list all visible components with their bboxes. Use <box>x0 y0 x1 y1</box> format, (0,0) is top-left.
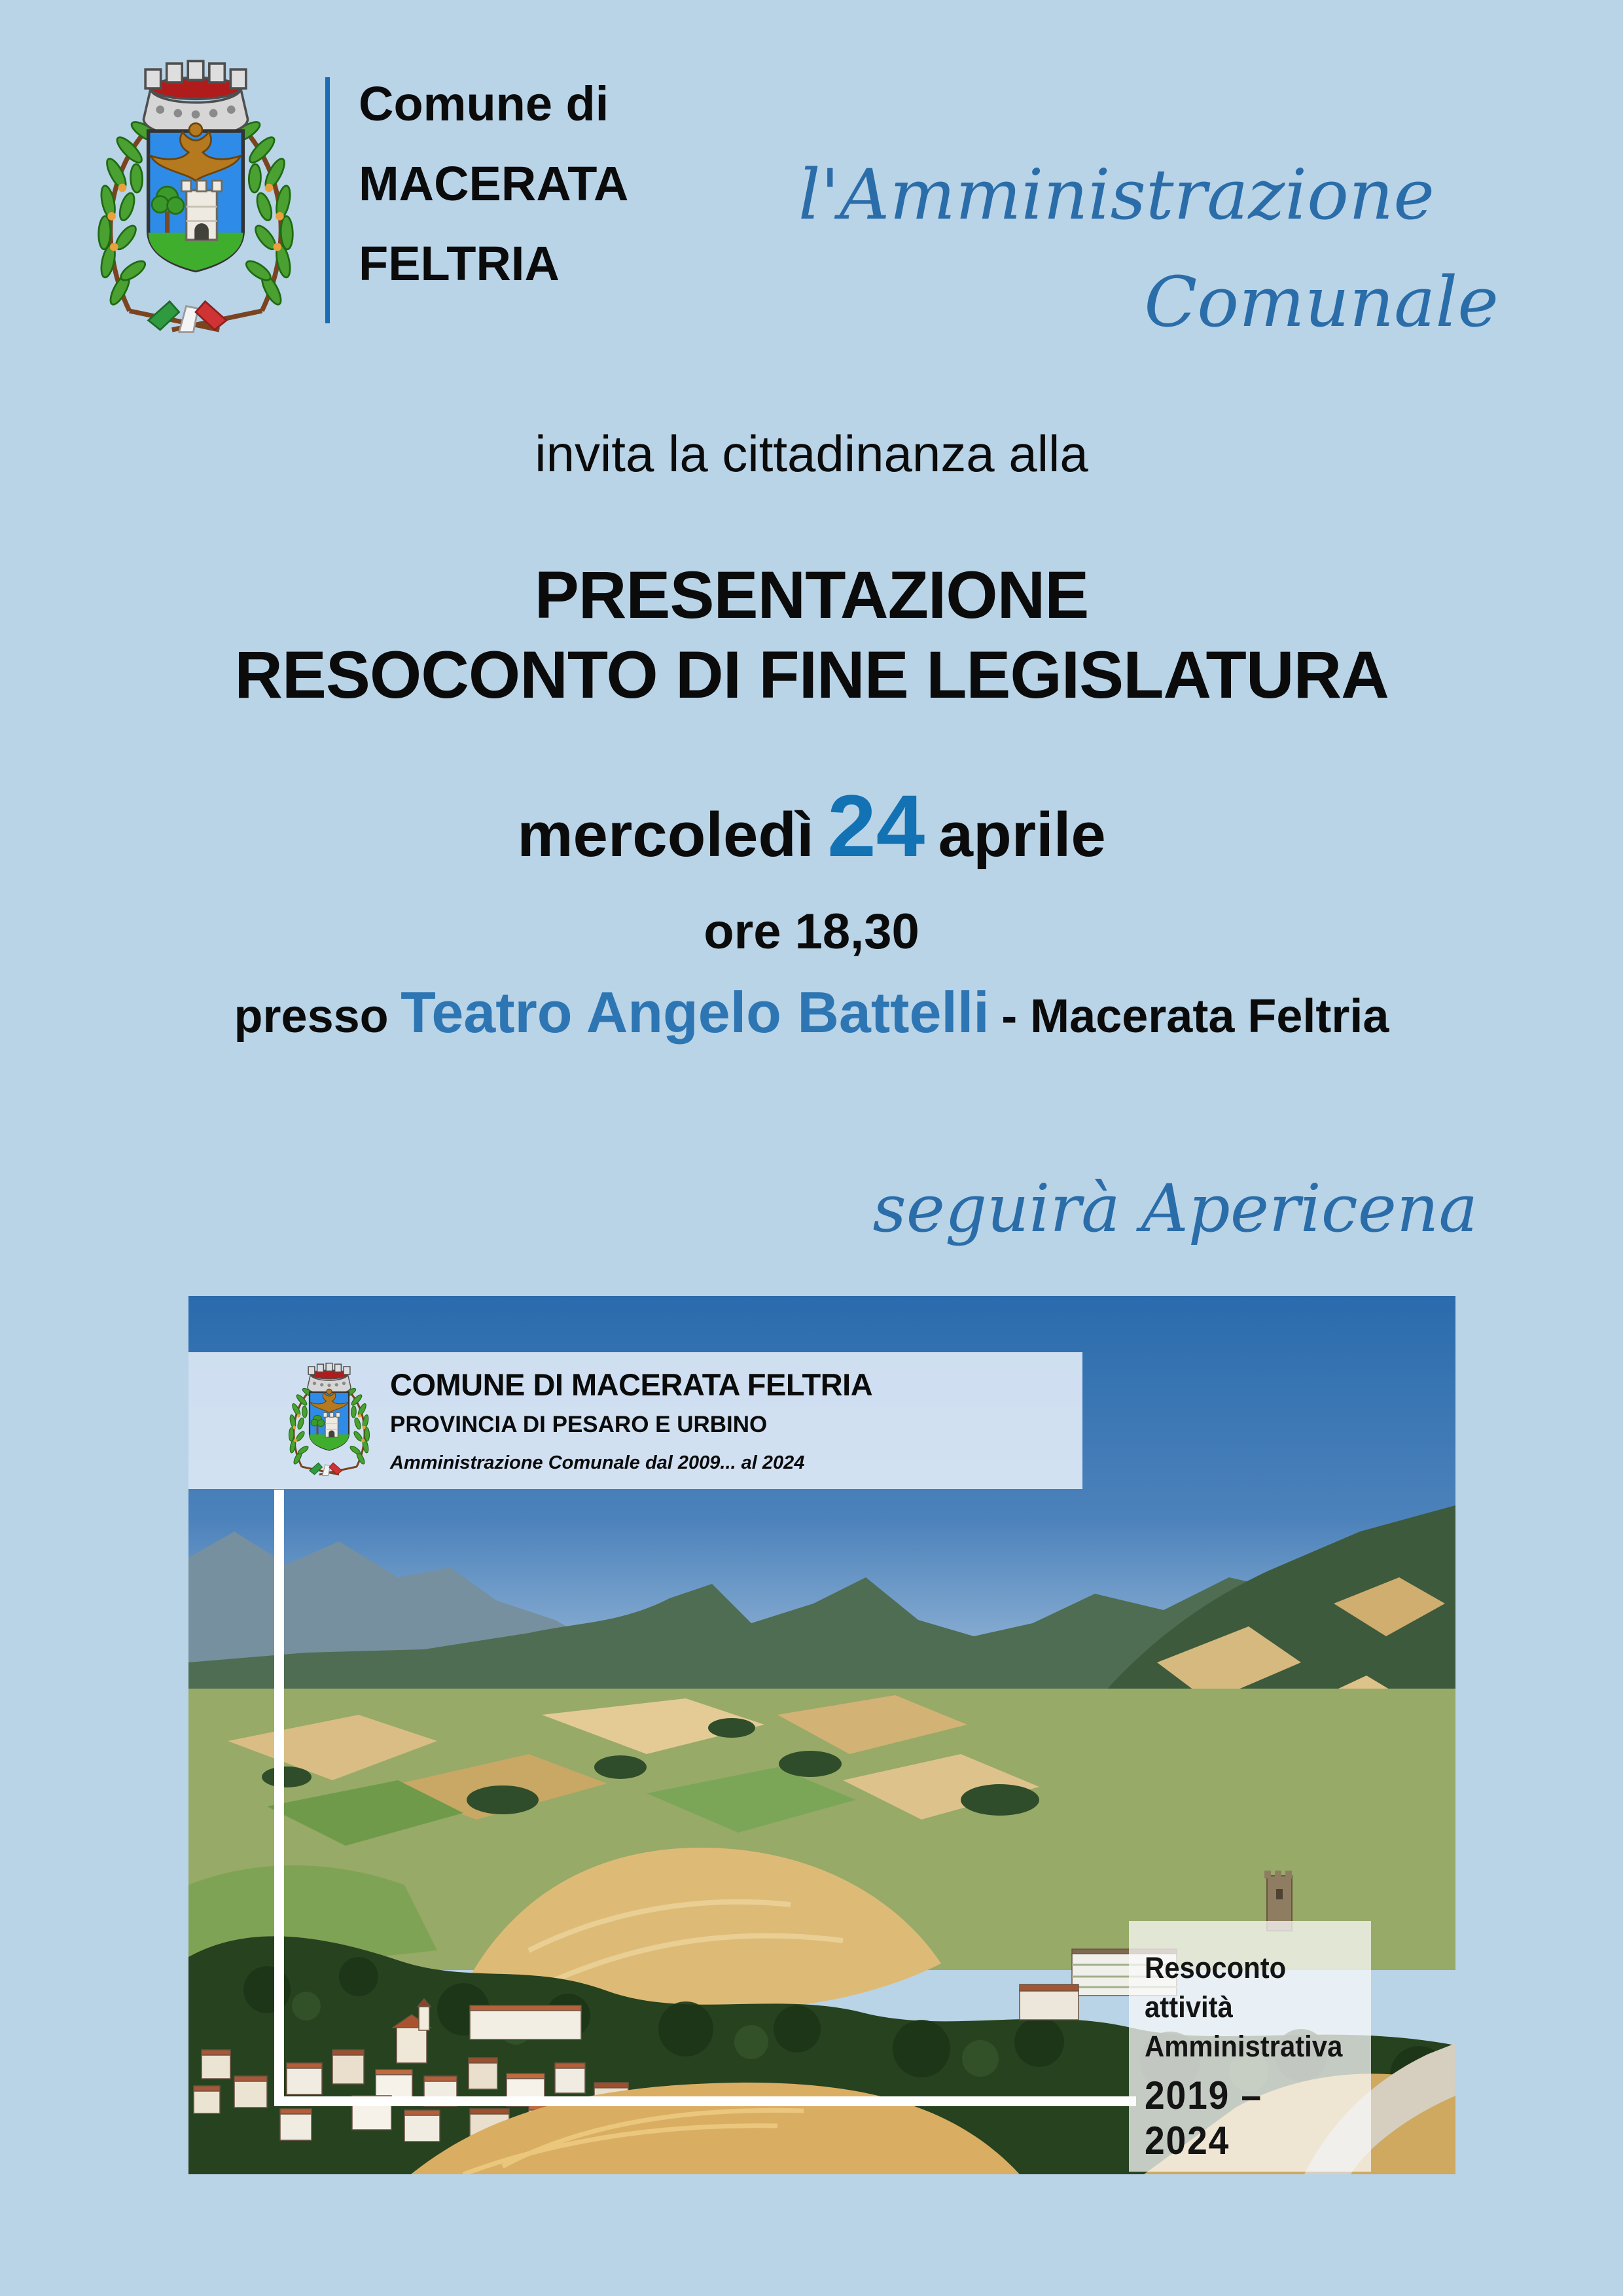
report-years: 2019 – 2024 <box>1145 2073 1262 2162</box>
report-line3: Amministrativa <box>1145 2030 1343 2063</box>
event-weekday: mercoledì <box>517 800 814 870</box>
event-venue <box>0 979 1623 1046</box>
photo-banner <box>188 1352 1082 1489</box>
header-divider <box>325 77 330 323</box>
event-date <box>0 776 1623 876</box>
report-line1: Resoconto <box>1145 1951 1287 1984</box>
event-month: aprile <box>938 800 1106 870</box>
org-line3: FELTRIA <box>359 236 560 291</box>
script-followup: seguirà Apericena <box>872 1170 1478 1247</box>
photo-frame-horizontal <box>274 2096 1136 2106</box>
invite-intro: invita la cittadinanza alla <box>535 425 1088 482</box>
venue-suffix: - Macerata Feltria <box>1001 990 1389 1043</box>
event-day: 24 <box>827 778 925 875</box>
banner-line1: COMUNE DI MACERATA FELTRIA <box>390 1367 873 1402</box>
photo-banner-text <box>390 1367 872 1474</box>
script-administration-line2: Comunale <box>1144 262 1499 342</box>
script-administration-line1: l'Amministrazione <box>798 154 1435 235</box>
venue-prefix: presso <box>234 990 389 1043</box>
event-title-line1: PRESENTAZIONE <box>534 558 1089 632</box>
banner-line2: PROVINCIA DI PESARO E URBINO <box>390 1412 768 1437</box>
photo-frame-vertical <box>274 1490 284 2106</box>
coat-of-arms-icon <box>280 1361 378 1480</box>
report-line2: attività <box>1145 1990 1233 2024</box>
report-box <box>1129 1921 1371 2172</box>
org-line1: Comune di <box>359 77 609 131</box>
municipality-name <box>359 64 628 304</box>
event-title <box>0 555 1623 715</box>
banner-line3: Amministrazione Comunale dal 2009... al 2024 <box>390 1452 805 1473</box>
coat-of-arms-icon <box>77 58 314 342</box>
org-line2: MACERATA <box>359 156 629 211</box>
event-title-line2: RESOCONTO DI FINE LEGISLATURA <box>234 637 1389 712</box>
event-time: ore 18,30 <box>704 904 919 960</box>
venue-name: Teatro Angelo Battelli <box>401 980 990 1045</box>
landscape-photo <box>188 1296 1455 2174</box>
